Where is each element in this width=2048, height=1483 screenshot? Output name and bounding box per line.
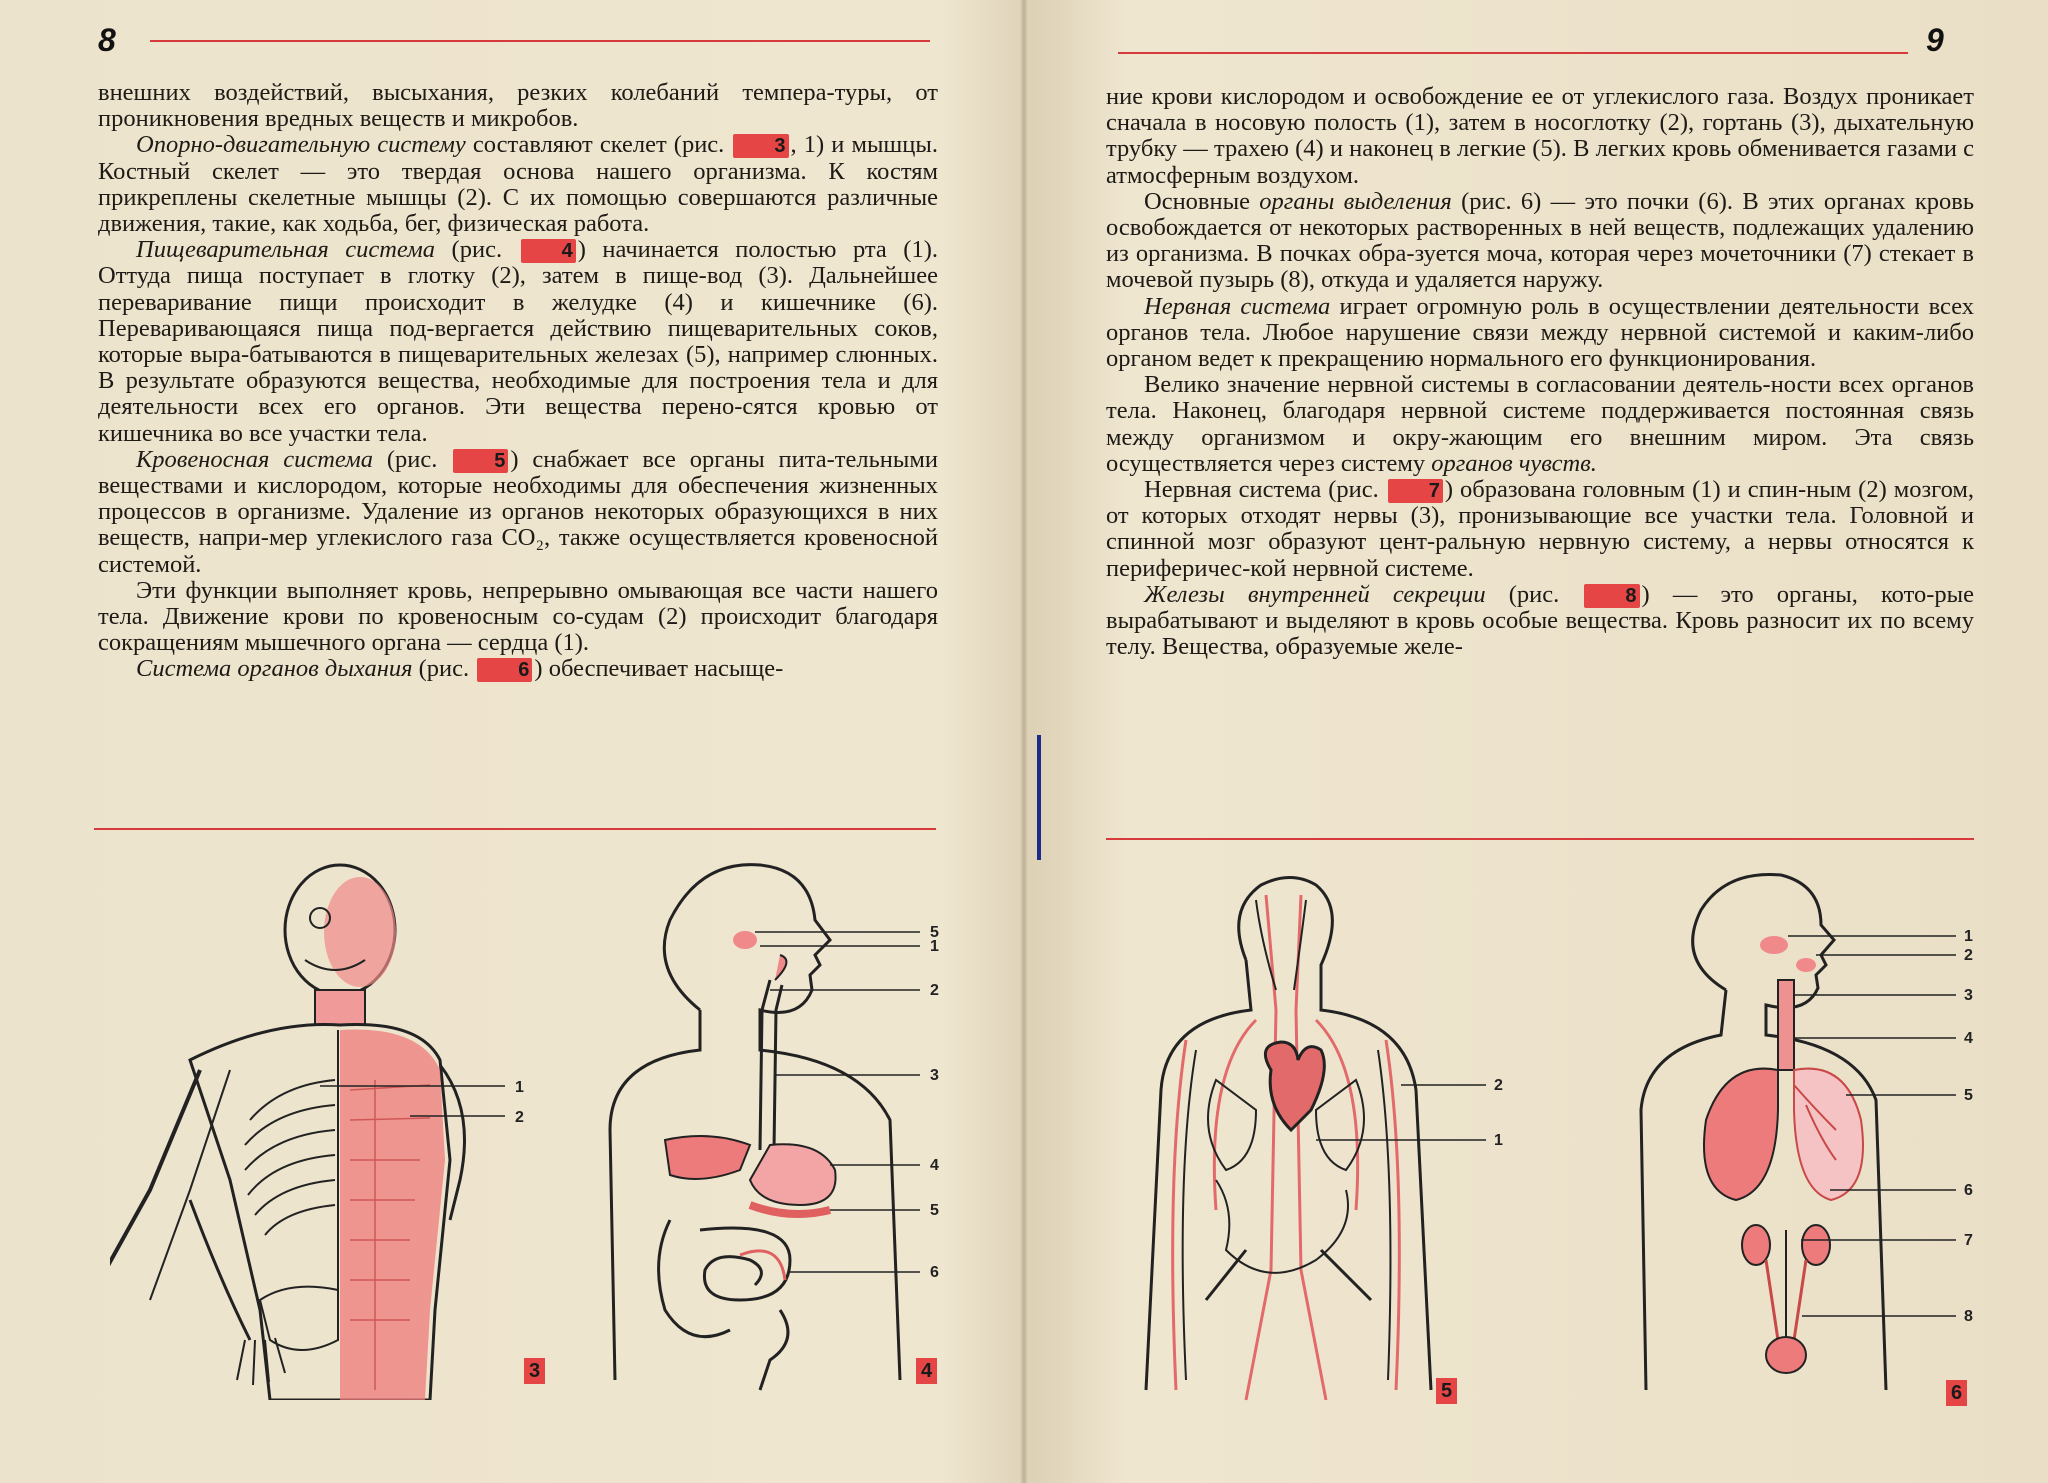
text-run: ние крови кислородом и освобождение ее от углекислого газа. Воздух проникает сначала в носовую полость (1), затем в носоглотку (2), гортань (3), дыхательную трубку — трахею (4) и наконец в легкие (5). В легких кровь обменивается газами с атмосферным воздухом.: [1106, 83, 1974, 189]
figure-6-label-2: 2: [1964, 947, 1973, 964]
figure-6-label-4: 4: [1964, 1030, 1973, 1047]
italic-term: органы выделения: [1259, 187, 1452, 215]
left-page: [0, 0, 1022, 1483]
italic-term: Пищеварительная система: [136, 236, 436, 264]
figure-4-label-6: 6: [930, 1264, 939, 1281]
text-run: ) образована головным (1) и спин-ным (2) мозгом, от которых отходят нервы (3), пронизывающие все участки тела. Головной и спинной мозг образуют цент-ральную нервную систему, а нервы относятся к периферичес-кой нервной системе.: [1106, 476, 1974, 582]
text-run: (рис. 6) — это почки (6). В этих органах кровь освобождается от некоторых растворенных в ней веществ, подлежащих удалению из организма. В почках обра-зуется моча, которая через мочеточники (7) стекает в мочевой пузырь (8), откуда и удаляется наружу.: [1106, 187, 1974, 294]
paragraph: [1106, 84, 1974, 189]
figure-separator-rule: [94, 828, 936, 830]
figure-4-label-5-top: 5: [930, 924, 939, 941]
figure-reference-badge: 4: [521, 239, 576, 263]
paragraph: [98, 578, 938, 657]
italic-term: Железы внутренней секреции: [1144, 580, 1486, 608]
text-run: (рис.: [412, 655, 476, 683]
figure-5-label-1: 1: [1494, 1132, 1503, 1149]
digestive-illustration: [590, 860, 960, 1400]
figure-5-circulatory: [1116, 870, 1536, 1410]
paragraph: [1106, 582, 1974, 661]
paragraph: [98, 132, 938, 237]
figure-reference-badge: 3: [733, 134, 788, 158]
text-run: ) начинается полостью рта (1). Оттуда пища поступает в глотку (2), затем в пище-вод (3). Дальнейшее переваривание пищи происходит в желудке (4) и кишечнике (6). Переваривающаяся пища под-вергается действию пищеварительных соков, которые выра-батываются в пищеварительных железах (5), например слюнных. В результате образуются вещества, необходимые для построения тела и для деятельности всех его органов. Эти вещества перено-сятся кровью от кишечника во все участки тела.: [98, 236, 938, 447]
paragraph: [98, 237, 938, 447]
text-run: , 1) и мышцы. Костный скелет — это твердая основа нашего организма. К костям прикреплены скелетные мышцы (2). С их помощью совершаются различные движения, такие, как ходьба, бег, физическая работа.: [98, 131, 938, 238]
paragraph: [98, 80, 938, 132]
page-number: 9: [1926, 22, 1944, 58]
text-run: внешних воздействий, высыхания, резких колебаний темпера-туры, от проникновения вредных веществ и микробов.: [98, 79, 938, 133]
figure-6-label-8: 8: [1964, 1308, 1973, 1325]
figure-6-label-3: 3: [1964, 987, 1973, 1004]
text-run: играет огромную роль в осуществлении деятельности всех органов тела. Любое нарушение связи между нервной системой и каким-либо органом ведет к прекращению нормального его функционирования.: [1106, 292, 1975, 373]
text-run: Велико значение нервной системы в согласовании деятель-ности всех органов тела. Наконец, благодаря нервной системе поддерживается постоянная связь между организмом и окру-жающим его внешним миром. Эта связь осуществляется через систему: [1106, 371, 1974, 477]
figure-6-label-6: 6: [1964, 1182, 1973, 1199]
text-run: ) — это органы, кото-рые вырабатывают и выделяют в кровь особые вещества. Кровь разносит их по всему телу. Вещества, образуемые желе-: [1106, 580, 1974, 661]
italic-term: Нервная система: [1144, 292, 1331, 320]
page-number: 8: [98, 22, 116, 58]
left-body-text: [98, 80, 938, 683]
figure-6-label-1: 1: [1964, 928, 1973, 945]
figure-4-digestive: [590, 860, 960, 1400]
text-run: (рис.: [373, 445, 452, 473]
right-body-text: [1106, 84, 1974, 660]
right-page: [1026, 0, 2048, 1483]
figure-4-label-2: 2: [930, 982, 939, 999]
figure-5-label-2: 2: [1494, 1077, 1503, 1094]
figure-4-label-4: 4: [930, 1157, 939, 1174]
figure-4-label-1: 1: [930, 938, 939, 955]
figure-3-label-2: 2: [515, 1109, 524, 1126]
text-run: Нервная система (рис.: [1144, 476, 1386, 504]
paragraph: [98, 656, 938, 682]
top-rule: [1118, 52, 1908, 54]
respiratory-excretory-illustration: [1606, 870, 2006, 1410]
paragraph: [1106, 294, 1974, 373]
italic-term: Система органов дыхания: [136, 655, 413, 683]
paragraph: [98, 447, 938, 578]
figure-4-label-3: 3: [930, 1067, 939, 1084]
figure-reference-badge: 8: [1584, 584, 1639, 608]
figure-3-number-badge: 3: [524, 1358, 545, 1384]
figure-6-respiratory-excretory: [1606, 870, 2006, 1410]
figure-6-label-5: 5: [1964, 1087, 1973, 1104]
figure-separator-rule: [1106, 838, 1974, 840]
text-run: ) обеспечивает насыще-: [534, 655, 784, 683]
italic-term: Опорно-двигательную систему: [136, 131, 466, 159]
text-run: ) снабжает все органы пита-тельными веществами и кислородом, которые необходимы для обеспечения жизненных процессов в организме. Удаление из органов некоторых образующихся в них веществ, напри-мер углекислого газа CO₂, также осуществляется кровеносной системой.: [98, 445, 938, 578]
figure-4-label-5: 5: [930, 1202, 939, 1219]
italic-term: Кровеносная система: [136, 445, 374, 473]
figure-6-number-badge: 6: [1946, 1380, 1967, 1406]
top-rule: [150, 40, 930, 42]
figure-6-label-7: 7: [1964, 1232, 1973, 1249]
figure-4-number-badge: 4: [916, 1358, 937, 1384]
text-run: Эти функции выполняет кровь, непрерывно омывающая все части нашего тела. Движение крови по кровеносным со-судам (2) происходит благодаря сокращениям мышечного органа — сердца (1).: [98, 576, 938, 657]
figure-3-skeletal-muscular: [110, 860, 550, 1400]
text-run: Основные: [1144, 187, 1260, 215]
figure-reference-badge: 6: [477, 658, 532, 682]
figure-reference-badge: 7: [1388, 479, 1443, 503]
text-run: (рис.: [435, 236, 519, 264]
text-run: составляют скелет (рис.: [465, 131, 732, 159]
italic-term: органов чувств.: [1431, 449, 1597, 477]
circulatory-illustration: [1116, 870, 1536, 1410]
paragraph: [1106, 477, 1974, 582]
paragraph: [1106, 372, 1974, 477]
figure-reference-badge: 5: [453, 449, 508, 473]
figure-3-label-1: 1: [515, 1079, 524, 1096]
paragraph: [1106, 189, 1974, 294]
text-run: (рис.: [1485, 580, 1583, 608]
skeleton-muscle-illustration: [110, 860, 550, 1400]
figure-5-number-badge: 5: [1436, 1378, 1457, 1404]
